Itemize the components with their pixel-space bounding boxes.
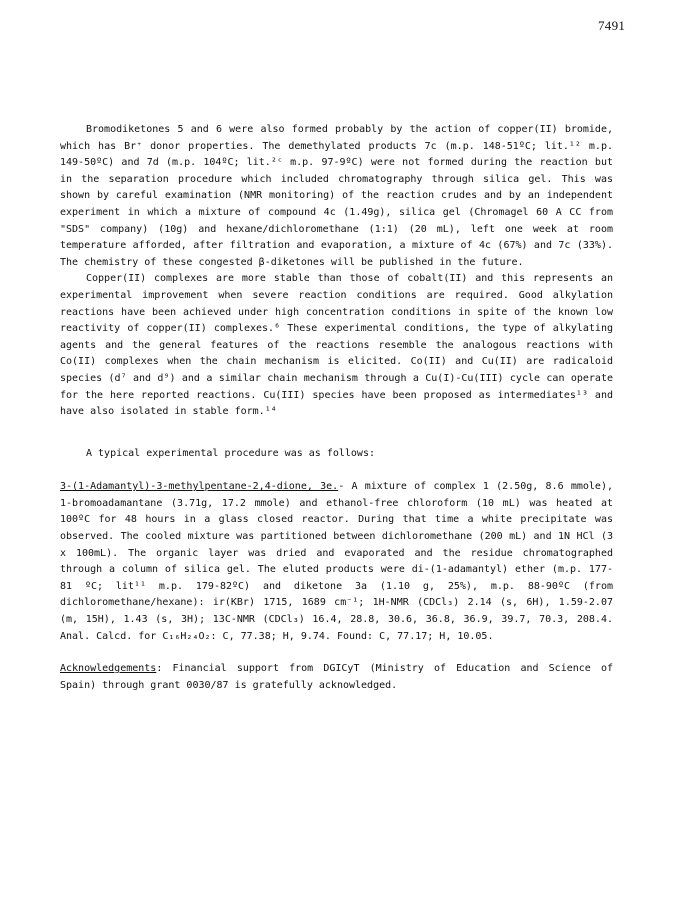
main-text	[60, 122, 613, 694]
paragraph-procedure-intro: A typical experimental procedure was as follows:	[86, 447, 375, 459]
acknowledgements-body: : Financial support from DGICyT (Ministry of Education and Science of Spain) through grant 0030/87 is gratefully acknowledged.	[60, 663, 613, 691]
experimental-body: - A mixture of complex 1 (2.50g, 8.6 mmole), 1-bromoadamantane (3.71g, 17.2 mmole) and ethanol-free chloroform (10 mL) was heated at 100ºC for 48 hours in a glass closed reactor. During that time a white precipitate was observed. The cooled mixture was partitioned between dichloromethane (200 mL) and 1N HCl (3 x 100mL). The organic layer was dried and evaporated and the residue chromatographed through a column of silica gel. The eluted products were di-(1-adamantyl) ether (m.p. 177-81 ºC; lit¹¹ m.p. 179-82ºC) and diketone 3a (1.10 g, 25%), m.p. 88-90ºC (from dichloromethane/hexane): ir(KBr) 1715, 1689 cm⁻¹; 1H-NMR (CDCl₃) 2.14 (s, 6H), 1.59-2.07 (m, 15H), 1.43 (s, 3H); 13C-NMR (CDCl₃) 16.4, 28.8, 30.6, 36.8, 36.9, 39.7, 70.3, 208.4. Anal. Calcd. for C₁₆H₂₄O₂: C, 77.38; H, 9.74. Found: C, 77.17; H, 10.05.	[60, 481, 613, 642]
paragraph-acknowledgements	[60, 661, 613, 694]
paragraph-bromodiketones: Bromodiketones 5 and 6 were also formed probably by the action of copper(II) bromide, which has Br⁺ donor properties. The demethylated products 7c (m.p. 148-51ºC; lit.¹² m.p. 149-50ºC) and 7d (m.p. 104ºC; lit.²ᶜ m.p. 97-9ºC) were not formed during the reaction but in the separation procedure which included chromatography through silica gel. This was shown by careful examination (NMR monitoring) of the reaction crudes and by an independent experiment in which a mixture of compound 4c (1.49g), silica gel (Chromagel 60 A CC from "SDS" company) (10g) and hexane/dichloromethane (1:1) (20 mL), left one week at room temperature afforded, after filtration and evaporation, a mixture of 4c (67%) and 7c (33%). The chemistry of these congested β-diketones will be published in the future.	[60, 124, 613, 268]
paragraph-copper-complexes: Copper(II) complexes are more stable than those of cobalt(II) and this represents an experimental improvement when severe reaction conditions are required. Good alkylation reactions have been achieved under high concentration conditions in spite of the known low reactivity of copper(II) complexes.⁶ These experimental conditions, the type of alkylating agents and the general features of the reactions resemble the analogous reactions with Co(II) complexes when the chain mechanism is elicited. Co(II) and Cu(II) are radicaloid species (d⁷ and d⁹) and a similar chain mechanism through a Cu(I)-Cu(III) cycle can operate for the here reported reactions. Cu(III) species have been proposed as intermediates¹³ and have also isolated in stable form.¹⁴	[60, 273, 613, 418]
compound-title: 3-(1-Adamantyl)-3-methylpentane-2,4-dione, 3e.	[60, 481, 339, 493]
paragraph-experimental	[60, 479, 613, 645]
acknowledgements-heading: Acknowledgements	[60, 663, 157, 675]
page-number: 7491	[598, 18, 626, 33]
